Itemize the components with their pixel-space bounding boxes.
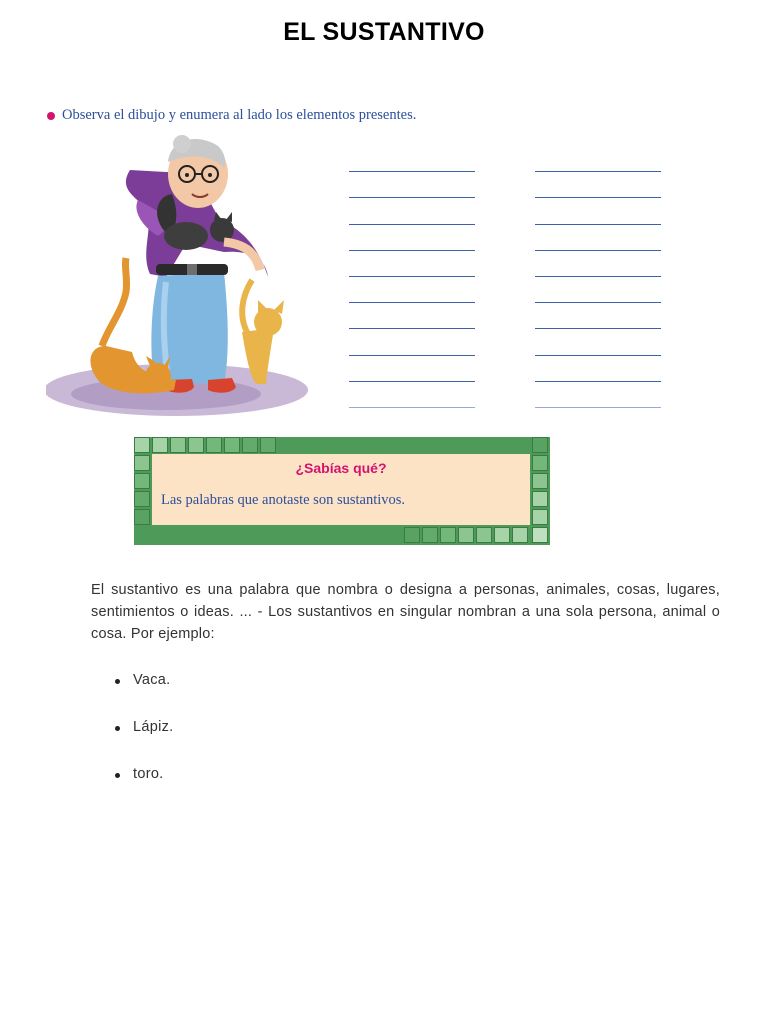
border-tile [170,437,186,453]
answer-blank[interactable] [535,356,661,382]
answer-column-right [535,146,661,408]
example-text: Vaca. [133,672,171,688]
answer-blank[interactable] [535,382,661,408]
instruction-line [47,107,416,124]
border-tile [532,527,548,543]
list-item [112,766,174,813]
page-title: EL SUSTANTIVO [283,18,485,46]
answer-blank[interactable] [349,329,475,355]
answer-blank[interactable] [535,146,661,172]
border-tile [458,527,474,543]
list-item [112,719,174,766]
answer-blank[interactable] [349,356,475,382]
list-item [112,672,174,719]
answer-blank[interactable] [349,225,475,251]
border-tile [532,455,548,471]
bullet-icon [47,112,55,120]
border-tile [532,491,548,507]
sabias-que-box [134,437,550,545]
answer-blank[interactable] [349,146,475,172]
border-tile [404,527,420,543]
border-tile [512,527,528,543]
border-tile [134,437,150,453]
border-tile [532,437,548,453]
border-tile [242,437,258,453]
answer-blank[interactable] [535,225,661,251]
answer-blank[interactable] [535,251,661,277]
border-tile [532,473,548,489]
example-text: toro. [133,766,164,782]
bullet-icon [115,679,120,684]
border-tile [224,437,240,453]
border-tile [188,437,204,453]
sabias-que-body: Las palabras que anotaste son sustantivos. [161,492,406,508]
border-tile [134,455,150,471]
answer-blank[interactable] [535,277,661,303]
instruction-text: Observa el dibujo y enumera al lado los elementos presentes. [62,107,417,123]
border-tile [260,437,276,453]
border-tile [134,473,150,489]
answer-blank[interactable] [349,172,475,198]
answer-blank[interactable] [349,251,475,277]
border-tile [134,509,150,525]
border-tile [532,509,548,525]
answer-blank[interactable] [349,382,475,408]
answer-blank[interactable] [535,303,661,329]
border-tile [152,437,168,453]
sabias-que-heading: ¿Sabías qué? [295,460,387,476]
bullet-icon [115,773,120,778]
answer-blank[interactable] [535,198,661,224]
definition-paragraph: El sustantivo es una palabra que nombra o designa a personas, animales, cosas, lugares, sentimientos o ideas. ... - Los sustantivos en singular nombran a una sola persona, animal o cosa. Por ejemplo: [91,582,720,642]
border-tile [440,527,456,543]
bullet-icon [115,726,120,731]
answer-blank[interactable] [535,172,661,198]
answer-blank[interactable] [349,303,475,329]
grandmother-with-cats-illustration [46,132,326,430]
sabias-que-content [152,454,530,525]
answer-blank[interactable] [535,329,661,355]
example-text: Lápiz. [133,719,174,735]
answer-blank[interactable] [349,198,475,224]
border-tile [422,527,438,543]
border-tile [206,437,222,453]
answer-blank[interactable] [349,277,475,303]
border-tile [476,527,492,543]
answer-column-left [349,146,475,408]
examples-list [112,672,174,813]
border-tile [494,527,510,543]
border-tile [134,491,150,507]
